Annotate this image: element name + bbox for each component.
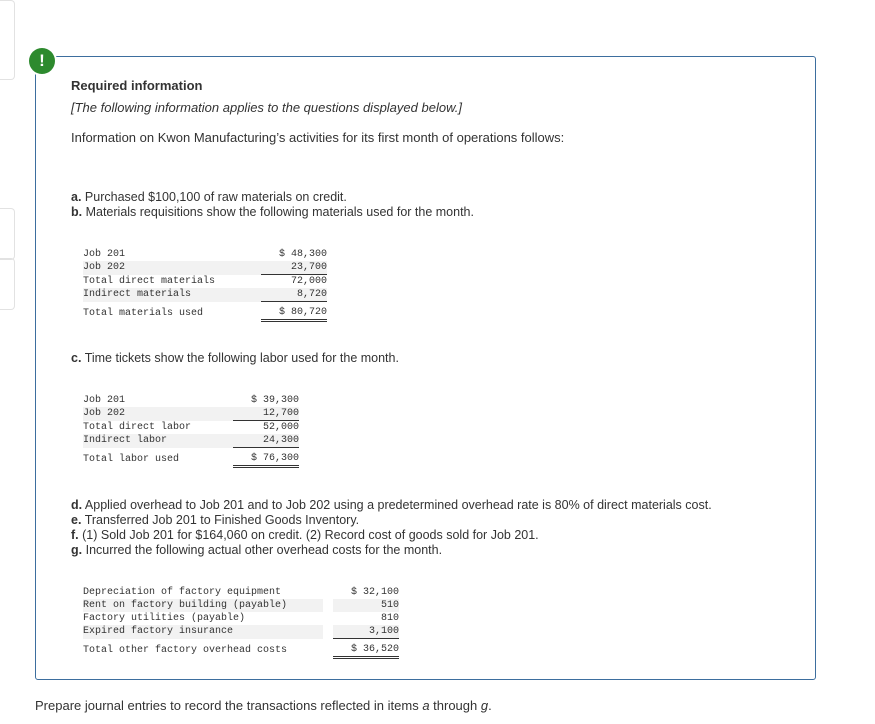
- left-edge-tab: [0, 208, 15, 260]
- row-label: Job 201: [83, 249, 126, 260]
- row-label: Job 201: [83, 395, 126, 406]
- row-label: Total materials used: [83, 307, 204, 319]
- item-a-text: Purchased $100,100 of raw materials on credit.: [84, 190, 347, 204]
- row-amount: 810: [380, 613, 399, 624]
- table-row: [83, 599, 399, 612]
- table-row: [83, 302, 327, 321]
- row-label: Job 202: [83, 407, 233, 421]
- instructions-part: through: [429, 698, 481, 713]
- row-amount: 24,300: [233, 434, 299, 448]
- row-label: Total labor used: [83, 453, 180, 465]
- item-g-text: Incurred the following actual other overhead costs for the month.: [85, 543, 443, 557]
- instructions-part: .: [488, 698, 492, 713]
- table-row: [83, 288, 327, 302]
- table-row: [83, 448, 299, 467]
- panel-intro: Information on Kwon Manufacturing’s activities for its first month of operations follows:: [71, 130, 565, 145]
- instructions-item-a: a: [422, 698, 430, 713]
- item-c-letter: c.: [71, 351, 82, 365]
- row-label: Indirect materials: [83, 288, 261, 302]
- item-f-letter: f.: [71, 528, 79, 542]
- row-amount: $ 48,300: [278, 249, 327, 260]
- row-label: Indirect labor: [83, 434, 233, 448]
- row-amount: $ 36,520: [333, 639, 399, 658]
- item-g: [71, 543, 442, 557]
- row-label: Total other factory overhead costs: [83, 644, 288, 656]
- instructions-text: [35, 698, 492, 713]
- row-label: Depreciation of factory equipment: [83, 587, 282, 598]
- left-edge-tab: [0, 0, 15, 80]
- item-e-text: Transferred Job 201 to Finished Goods Inventory.: [84, 513, 360, 527]
- table-row: [83, 612, 399, 625]
- table-row: [83, 261, 327, 275]
- item-a: [71, 190, 347, 204]
- panel-title: Required information: [71, 78, 203, 93]
- overhead-table: [83, 586, 399, 659]
- table-row: [83, 248, 327, 261]
- item-e-letter: e.: [71, 513, 82, 527]
- row-amount: $ 76,300: [233, 448, 299, 467]
- row-label: Total direct materials: [83, 275, 216, 287]
- item-d-letter: d.: [71, 498, 83, 512]
- table-row: [83, 625, 399, 639]
- item-c-text: Time tickets show the following labor used for the month.: [84, 351, 399, 365]
- item-d-text: Applied overhead to Job 201 and to Job 202 using a predetermined overhead rate is 80% of direct materials cost.: [84, 498, 712, 512]
- row-label: Factory utilities (payable): [83, 613, 246, 624]
- table-row: [83, 586, 399, 599]
- instructions-item-g: g: [480, 698, 489, 713]
- row-label: Rent on factory building (payable): [83, 599, 323, 612]
- item-d: [71, 498, 712, 512]
- row-amount: $ 39,300: [250, 395, 299, 406]
- item-c: [71, 351, 399, 365]
- instructions-part: Prepare journal entries to record the transactions reflected in items: [35, 698, 423, 713]
- materials-table: [83, 248, 327, 322]
- panel-note: [The following information applies to the questions displayed below.]: [71, 100, 462, 115]
- labor-table: [83, 394, 299, 468]
- table-row: [83, 639, 399, 658]
- item-b-letter: b.: [71, 205, 83, 219]
- item-f-text: (1) Sold Job 201 for $164,060 on credit. (2) Record cost of goods sold for Job 201.: [82, 528, 539, 542]
- row-amount: 510: [333, 599, 399, 612]
- item-a-letter: a.: [71, 190, 82, 204]
- alert-icon: !: [29, 48, 55, 74]
- row-label: Job 202: [83, 261, 261, 275]
- row-amount: 72,000: [290, 276, 327, 287]
- row-label: Expired factory insurance: [83, 625, 323, 639]
- row-amount: 8,720: [261, 288, 327, 302]
- table-row: [83, 434, 299, 448]
- table-row: [83, 407, 299, 421]
- item-b-text: Materials requisitions show the following materials used for the month.: [85, 205, 474, 219]
- table-row: [83, 421, 299, 435]
- row-label: Total direct labor: [83, 421, 192, 433]
- row-amount: $ 32,100: [350, 587, 399, 598]
- row-amount: 12,700: [233, 407, 299, 421]
- row-amount: 3,100: [333, 625, 399, 639]
- item-e: [71, 513, 359, 527]
- table-row: [83, 394, 299, 407]
- item-b: [71, 205, 474, 219]
- item-g-letter: g.: [71, 543, 83, 557]
- row-amount: $ 80,720: [261, 302, 327, 321]
- row-amount: 52,000: [262, 422, 299, 433]
- left-edge-tab: [0, 258, 15, 310]
- left-margin-strip: [0, 0, 14, 724]
- item-f: [71, 528, 539, 542]
- table-row: [83, 275, 327, 289]
- row-amount: 23,700: [261, 261, 327, 275]
